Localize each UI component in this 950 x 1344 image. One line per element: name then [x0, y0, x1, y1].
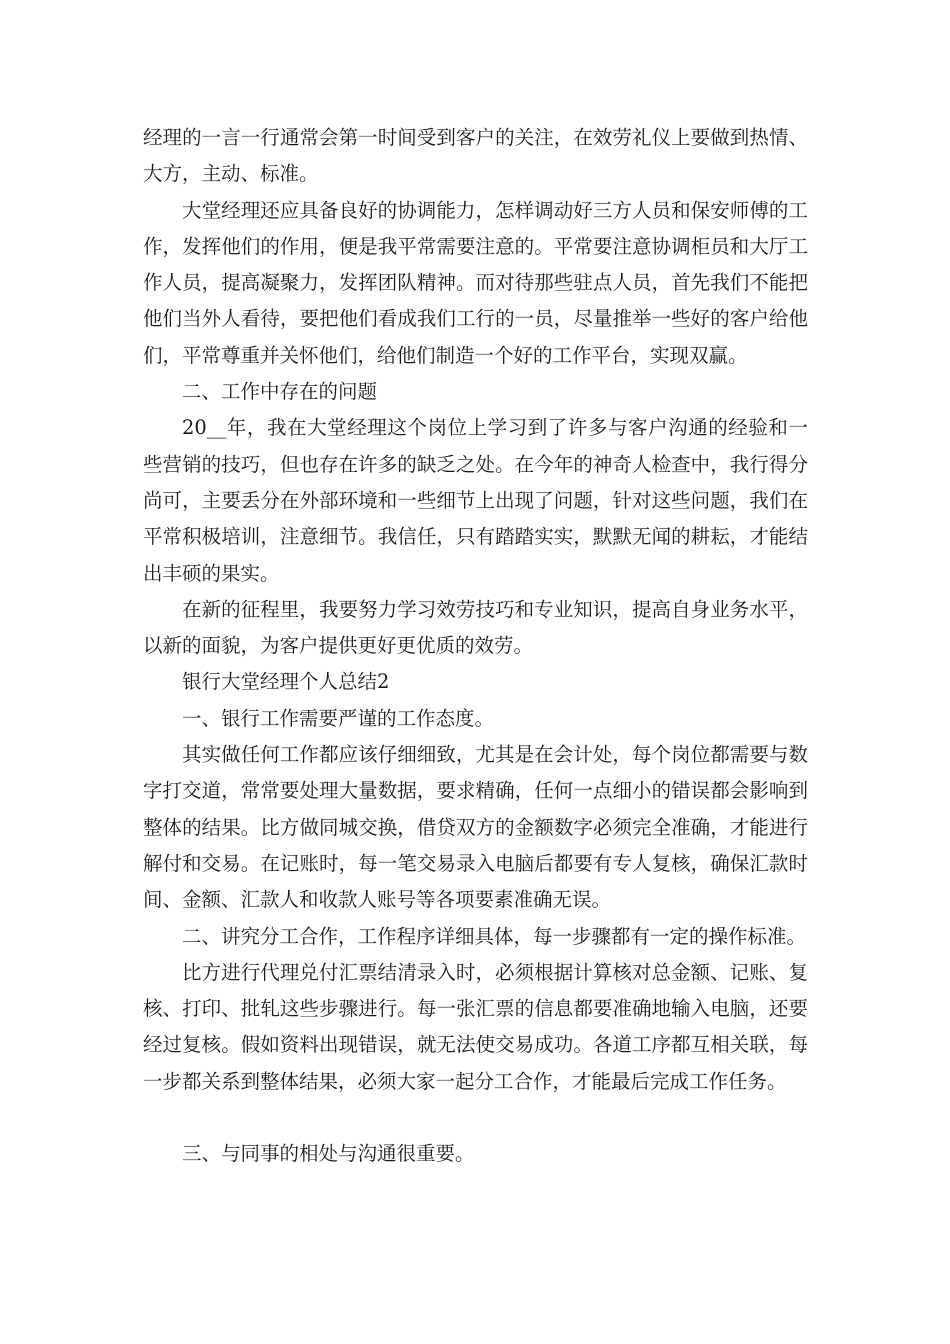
paragraph-draft-process: 比方进行代理兑付汇票结清录入时，必须根据计算核对总金额、记账、复核、打印、批轧这些步骤进行。每一张汇票的信息都要准确地输入电脑，还要经过复核。假如资料出现错误，就无法使交易成功。各道工序都互相关联，每一步都关系到整体结果，必须大家一起分工合作，才能最后完成工作任务。 [143, 960, 808, 1093]
paragraph-continuation: 经理的一言一行通常会第一时间受到客户的关注，在效劳礼仪上要做到热情、大方，主动、标准。 [143, 126, 808, 186]
section-heading-cooperation: 二、讲究分工合作，工作程序详细具体，每一步骤都有一定的操作标准。 [182, 924, 807, 948]
paragraph-experience: 20__年，我在大堂经理这个岗位上学习到了许多与客户沟通的经验和一些营销的技巧，但也存在许多的缺乏之处。在今年的神奇人检查中，我行得分尚可，主要丢分在外部环境和一些细节上出现了问题，针对这些问题，我们在平常积极培训，注意细节。我信任，只有踏踏实实，默默无闻的耕耘，才能结出丰硕的果实。 [143, 416, 808, 585]
section-heading-problems: 二、工作中存在的问题 [182, 380, 378, 404]
paragraph-coordination: 大堂经理还应具备良好的协调能力，怎样调动好三方人员和保安师傅的工作，发挥他们的作用，便是我平常需要注意的。平常要注意协调柜员和大厅工作人员，提高凝聚力，发挥团队精神。而对待那些驻点人员，首先我们不能把他们当外人看待，要把他们看成我们工行的一员，尽量推举一些好的客户给他们，平常尊重并关怀他们，给他们制造一个好的工作平台，实现双赢。 [143, 198, 808, 367]
section-heading-rigorous: 一、银行工作需要严谨的工作态度。 [182, 706, 495, 730]
section-heading-colleagues: 三、与同事的相处与沟通很重要。 [182, 1142, 475, 1166]
document-body [143, 120, 808, 1172]
paragraph-new-journey: 在新的征程里，我要努力学习效劳技巧和专业知识，提高自身业务水平，以新的面貌，为客户提供更好更优质的效劳。 [143, 597, 808, 658]
article-title-2: 银行大堂经理个人总结2 [182, 670, 390, 694]
paragraph-careful-work: 其实做任何工作都应该仔细细致，尤其是在会计处，每个岗位都需要与数字打交道，常常要处理大量数据，要求精确，任何一点细小的错误都会影响到整体的结果。比方做同城交换，借贷双方的金额数字必须完全准确，才能进行解付和交易。在记账时，每一笔交易录入电脑后都要有专人复核，确保汇款时间、金额、汇款人和收款人账号等各项要素准确无误。 [143, 743, 808, 912]
